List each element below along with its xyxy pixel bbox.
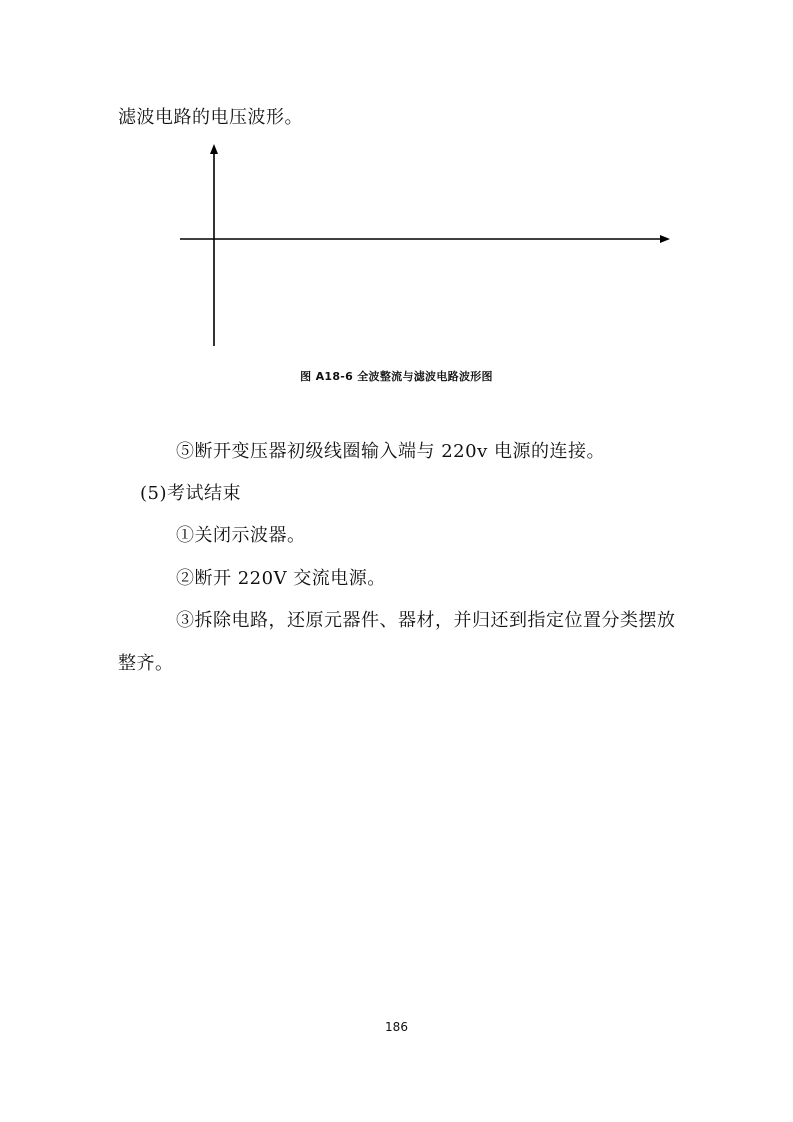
page-number: 186 xyxy=(385,1020,408,1034)
vertical-axis xyxy=(210,144,218,346)
end-step-1: ①关闭示波器。 xyxy=(176,525,306,546)
waveform-axes-diagram xyxy=(170,140,680,352)
section-heading-exam-end: (5)考试结束 xyxy=(140,483,241,504)
end-step-3-continuation: 整齐。 xyxy=(118,653,174,674)
intro-text: 滤波电路的电压波形。 xyxy=(118,107,303,128)
vertical-axis-arrow xyxy=(210,144,218,154)
procedure-step-5: ⑤断开变压器初级线圈输入端与 220v 电源的连接。 xyxy=(176,441,605,462)
horizontal-axis-arrow xyxy=(660,235,670,243)
horizontal-axis xyxy=(180,235,670,243)
figure-caption: 图 A18-6 全波整流与滤波电路波形图 xyxy=(300,370,493,383)
end-step-3: ③拆除电路，还原元器件、器材，并归还到指定位置分类摆放 xyxy=(176,610,676,631)
end-step-2: ②断开 220V 交流电源。 xyxy=(176,568,386,589)
